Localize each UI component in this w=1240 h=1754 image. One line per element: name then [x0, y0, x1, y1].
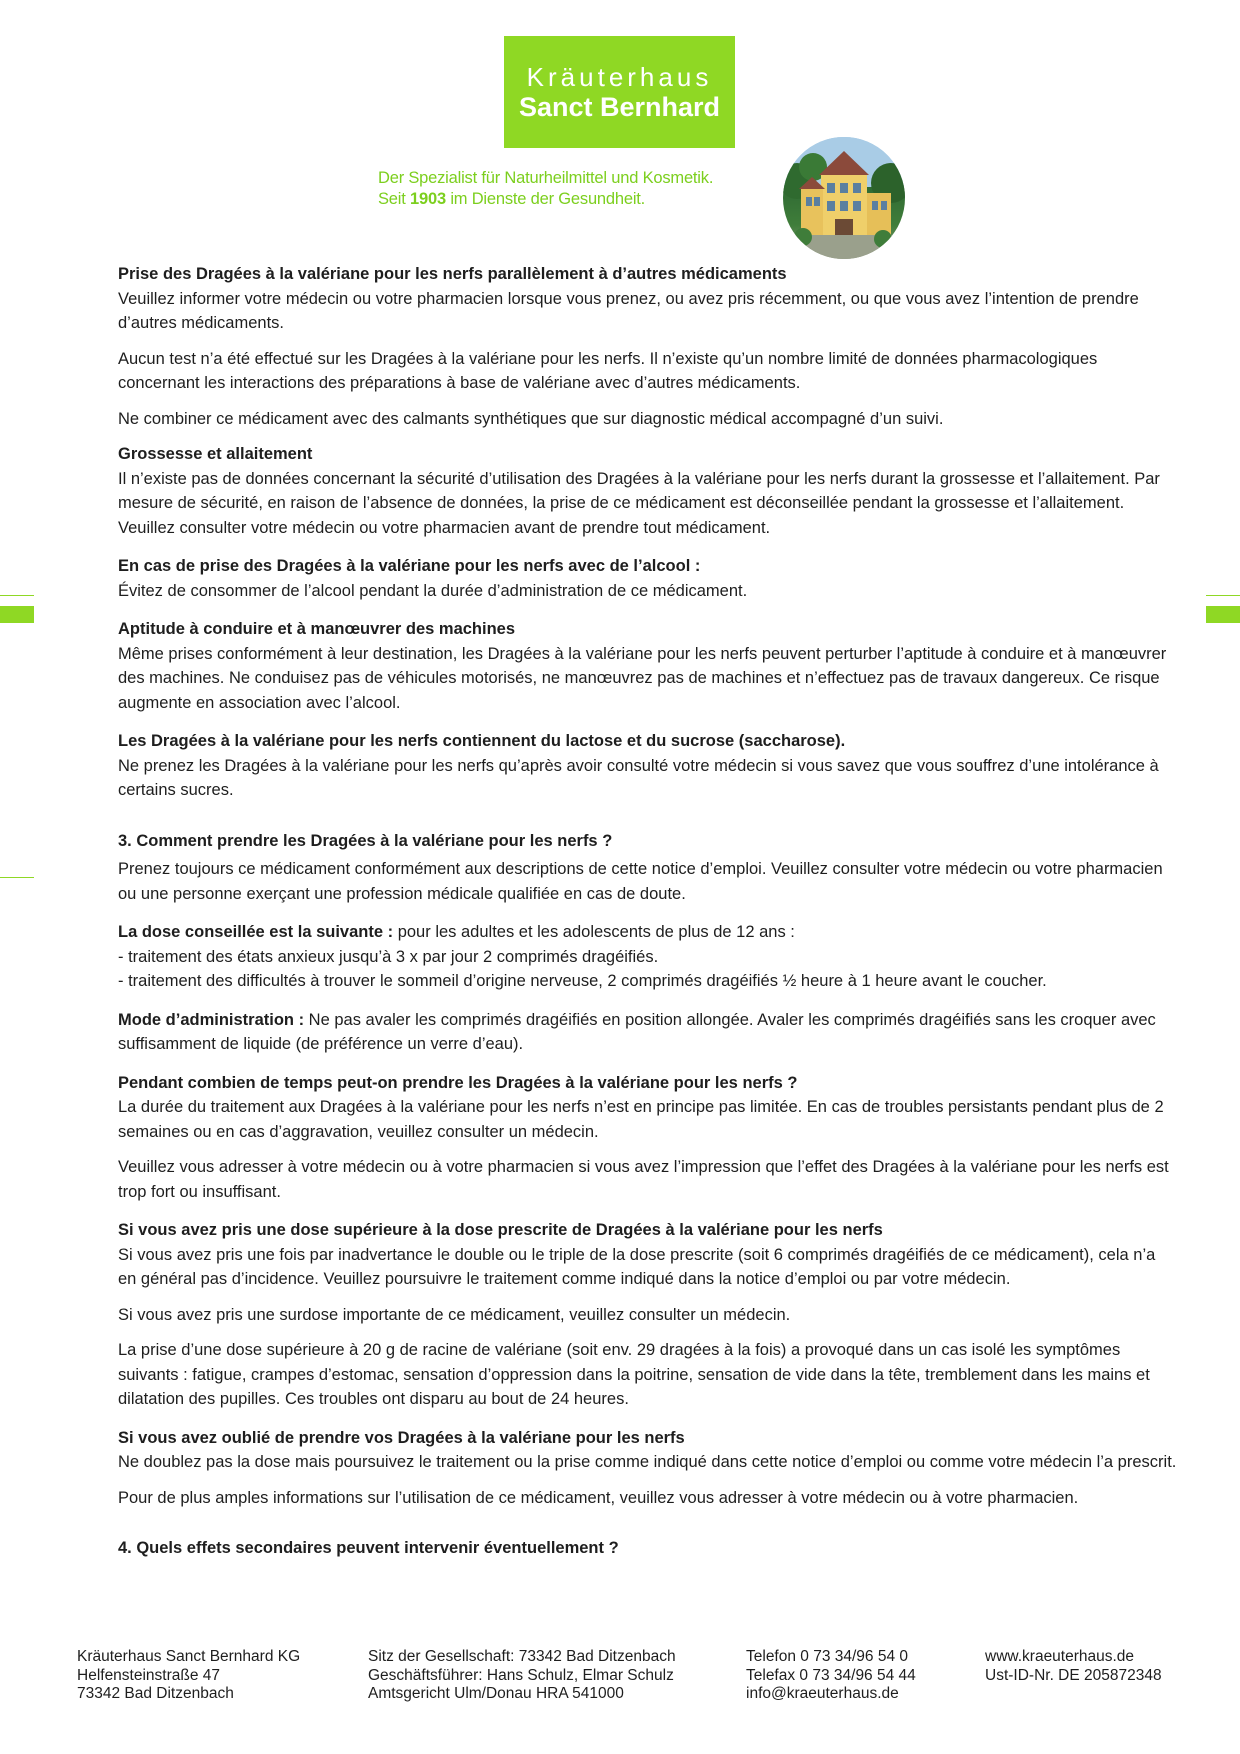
chapter-heading-side-effects: 4. Quels effets secondaires peuvent intervenir éventuellement ? — [118, 1539, 619, 1557]
tagline-year: 1903 — [410, 190, 446, 208]
footer-vat-id: Ust-ID-Nr. DE 205872348 — [985, 1666, 1162, 1684]
paragraph: Aucun test n’a été effectué sur les Dragées à la valériane pour les nerfs. Il n’existe qu’un nombre limité de données pharmacologiques concernant les interactions des préparations à base de valériane avec d’autres médicaments. — [118, 349, 1098, 392]
building-photo — [783, 137, 905, 259]
section-heading-duration: Pendant combien de temps peut-on prendre les Dragées à la valériane pour les nerfs ? — [118, 1073, 798, 1092]
footer-street: Helfensteinstraße 47 — [77, 1666, 221, 1684]
tagline-line1: Der Spezialist für Naturheilmittel und Kosmetik. — [378, 169, 714, 187]
footer-register: Amtsgericht Ulm/Donau HRA 541000 — [368, 1685, 624, 1702]
paragraph: Ne prenez les Dragées à la valériane pour les nerfs qu’après avoir consulté votre médecin si vous savez que vous souffrez d’une intolérance à certains sucres. — [118, 756, 1159, 799]
leaflet-content — [118, 262, 1178, 1561]
paragraph: Ne combiner ce médicament avec des calmants synthétiques que sur diagnostic médical accompagné d’un suivi. — [118, 409, 944, 428]
right-margin-marker — [1206, 606, 1240, 623]
left-fold-line — [0, 595, 34, 596]
section-heading-driving: Aptitude à conduire et à manœuvrer des machines — [118, 620, 516, 638]
paragraph: Même prises conformément à leur destination, les Dragées à la valériane pour les nerfs peuvent perturber l’aptitude à conduire et à manœuvrer des machines. Ne conduisez pas de véhicules motorisés, ne manœuvrez pas de machines et n’effectuez pas de travaux dangereux. Ce risque augmente en association avec l’alcool. — [118, 644, 1167, 712]
footer-email-link[interactable]: info@kraeuterhaus.de — [746, 1685, 899, 1702]
paragraph: Veuillez consulter votre médecin ou votre pharmacien avant de prendre tout médicament. — [118, 518, 771, 537]
section-heading-interactions: Prise des Dragées à la valériane pour les nerfs parallèlement à d’autres médicaments — [118, 265, 787, 283]
paragraph: Prenez toujours ce médicament conformément aux descriptions de cette notice d’emploi. Veuillez consulter votre médecin ou votre pharmacien ou une personne exerçant une profession médicale qualifiée en cas de doute. — [118, 860, 1163, 903]
logo-line1: Kräuterhaus — [526, 62, 713, 92]
left-margin-marker — [0, 606, 34, 623]
tagline-suffix: im Dienste der Gesundheit. — [445, 190, 646, 208]
footer-fax: Telefax 0 73 34/96 54 44 — [746, 1666, 916, 1684]
footer-web — [985, 1648, 1162, 1685]
mode-label: Mode d’administration : — [118, 1010, 305, 1029]
paragraph: Si vous avez pris une surdose importante de ce médicament, veuillez consulter un médecin. — [118, 1305, 791, 1324]
section-heading-overdose: Si vous avez pris une dose supérieure à la dose prescrite de Dragées à la valériane pour les nerfs — [118, 1221, 883, 1239]
paragraph: La prise d’une dose supérieure à 20 g de racine de valériane (soit env. 29 dragées à la fois) a provoqué dans un cas isolé les symptômes suivants : fatigue, crampes d’estomac, sensation d’oppression dans la poitrine, sensation de vide dans la tête, tremblement dans les mains et dilatation des pupilles. Ces troubles ont disparu au bout de 24 heures. — [118, 1341, 1150, 1408]
dose-item: - traitement des difficultés à trouver le sommeil d’origine nerveuse, 2 comprimés dragéifiés ½ heure à 1 heure avant le coucher. — [118, 972, 1047, 990]
section-heading-forgotten-dose: Si vous avez oublié de prendre vos Dragées à la valériane pour les nerfs — [118, 1428, 685, 1447]
paragraph: Veuillez vous adresser à votre médecin ou à votre pharmacien si vous avez l’impression que l’effet des Dragées à la valériane pour les nerfs est trop fort ou insuffisant. — [118, 1158, 1169, 1201]
paragraph: Il n’existe pas de données concernant la sécurité d’utilisation des Dragées à la valériane pour les nerfs durant la grossesse et l’allaitement. Par mesure de sécurité, en raison de l’absence de données, la prise de ce médicament est déconseillée pendant la grossesse et l’allaitement. — [118, 469, 1160, 512]
paragraph: Ne doublez pas la dose mais poursuivez le traitement ou la prise comme indiqué dans cette notice d’emploi ou comme votre médecin l’a prescrit. — [118, 1453, 1177, 1471]
tagline-line2 — [378, 189, 713, 210]
footer-contact — [746, 1648, 916, 1704]
footer-phone: Telefon 0 73 34/96 54 0 — [746, 1648, 909, 1665]
tagline — [378, 168, 713, 210]
tagline-prefix: Seit — [378, 190, 411, 208]
footer-managers: Geschäftsführer: Hans Schulz, Elmar Schulz — [368, 1666, 674, 1684]
paragraph: La durée du traitement aux Dragées à la valériane pour les nerfs n’est en principe pas limitée. En cas de troubles persistants pendant plus de 2 semaines ou en cas d’aggravation, veuillez consulter un médecin. — [118, 1098, 1164, 1141]
right-fold-line — [1206, 595, 1240, 596]
section-heading-alcohol: En cas de prise des Dragées à la valériane pour les nerfs avec de l’alcool : — [118, 557, 701, 575]
logo-line2: Sanct Bernhard — [518, 92, 721, 122]
left-fold-line-lower — [0, 877, 34, 878]
footer-company-name: Kräuterhaus Sanct Bernhard KG — [77, 1648, 301, 1665]
section-heading-lactose: Les Dragées à la valériane pour les nerfs contiennent du lactose et du sucrose (saccharose). — [118, 732, 846, 750]
building-illustration — [783, 137, 905, 259]
mode-paragraph — [118, 1008, 1178, 1057]
dose-text: pour les adultes et les adolescents de plus de 12 ans : — [393, 923, 795, 941]
footer-legal — [368, 1648, 676, 1704]
dose-label: La dose conseillée est la suivante : — [118, 923, 394, 941]
section-heading-pregnancy: Grossesse et allaitement — [118, 445, 313, 463]
paragraph: Évitez de consommer de l’alcool pendant la durée d’administration de ce médicament. — [118, 581, 748, 600]
chapter-heading-how-to-take: 3. Comment prendre les Dragées à la valériane pour les nerfs ? — [118, 831, 613, 850]
footer-city: 73342 Bad Ditzenbach — [77, 1685, 234, 1702]
footer-website-link[interactable]: www.kraeuterhaus.de — [985, 1648, 1135, 1665]
dose-paragraph — [118, 920, 1178, 945]
paragraph: Pour de plus amples informations sur l’utilisation de ce médicament, veuillez vous adresser à votre médecin ou à votre pharmacien. — [118, 1488, 1079, 1507]
mode-text: Ne pas avaler les comprimés dragéifiés en position allongée. Avaler les comprimés dragéifiés sans les croquer avec suffisamment de liquide (de préférence un verre d’eau). — [118, 1010, 1156, 1053]
dose-item: - traitement des états anxieux jusqu’à 3 x par jour 2 comprimés dragéifiés. — [118, 947, 659, 966]
brand-logo — [504, 36, 735, 148]
paragraph: Veuillez informer votre médecin ou votre pharmacien lorsque vous prenez, ou avez pris récemment, ou que vous avez l’intention de prendre d’autres médicaments. — [118, 289, 1139, 332]
paragraph: Si vous avez pris une fois par inadvertance le double ou le triple de la dose prescrite (soit 6 comprimés dragéifiés de ce médicament), cela n’a en général pas d’incidence. Veuillez poursuivre le traitement comme indiqué dans la notice d’emploi ou par votre médecin. — [118, 1245, 1156, 1288]
footer-company — [77, 1648, 300, 1704]
footer-seat: Sitz der Gesellschaft: 73342 Bad Ditzenbach — [368, 1648, 676, 1665]
